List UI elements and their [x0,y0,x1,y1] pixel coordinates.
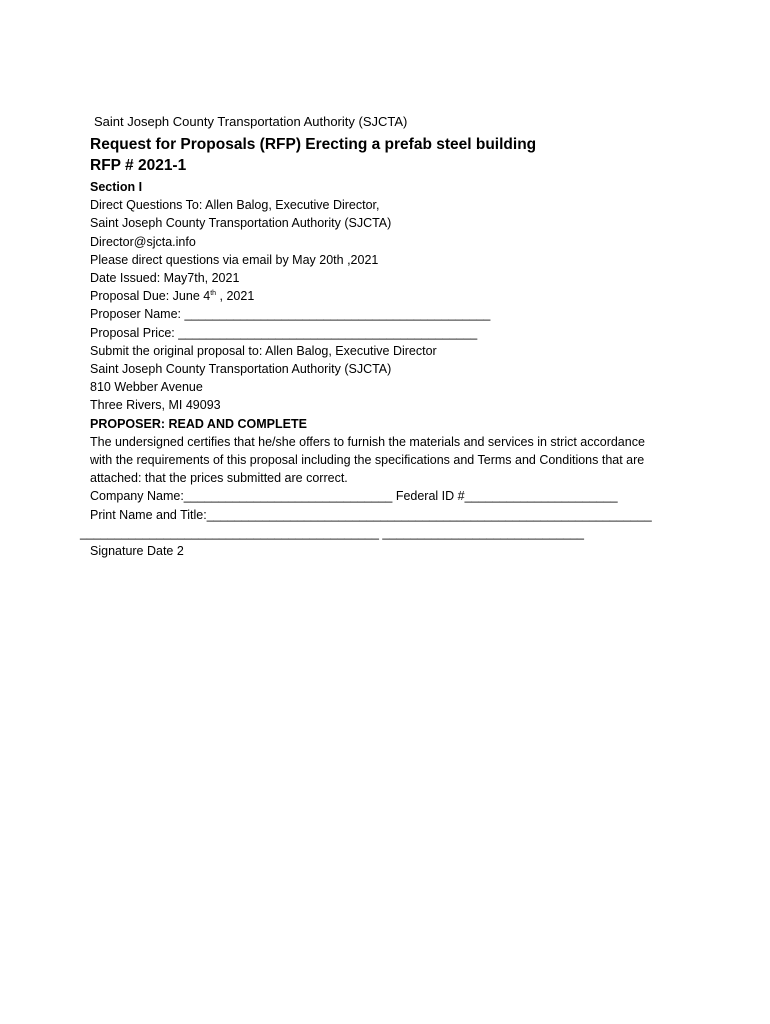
proposal-price-field: Proposal Price: ___________________________________________ [90,325,478,340]
address-street: 810 Webber Avenue [90,380,203,395]
signature-date-lines: ___________________________________________ _____________________________ [80,525,585,540]
contact-email: Director@sjcta.info [90,234,196,249]
proposer-name-field: Proposer Name: ____________________________________________ [90,307,491,322]
proposal-due-prefix: Proposal Due: June 4 [90,289,211,304]
document-body [80,113,690,560]
submit-to-line: Submit the original proposal to: Allen Balog, Executive Director [90,343,437,358]
signature-date-label: Signature Date 2 [90,544,184,559]
questions-deadline: Please direct questions via email by May 20th ,2021 [90,252,379,267]
org-header: Saint Joseph County Transportation Authority (SJCTA) [94,114,408,129]
print-name-title-field: Print Name and Title:________________________________________________________________ [90,507,652,522]
certification-paragraph: The undersigned certifies that he/she offers to furnish the materials and services in strict accordance with the requirements of this proposal including the specifications and Terms and Conditions that are attached: that the prices submitted are correct. [90,434,645,486]
direct-questions-line: Direct Questions To: Allen Balog, Executive Director, [90,198,380,213]
address-city: Three Rivers, MI 49093 [90,398,221,413]
document-title: Request for Proposals (RFP) Erecting a prefab steel building [90,136,537,153]
section-heading: Section I [90,180,143,194]
date-issued: Date Issued: May7th, 2021 [90,271,240,286]
authority-name-line: Saint Joseph County Transportation Authority (SJCTA) [90,216,392,231]
proposal-due [90,287,690,305]
proposer-heading: PROPOSER: READ AND COMPLETE [90,416,307,431]
proposal-due-superscript: th [210,290,217,298]
company-federal-field: Company Name:______________________________ Federal ID #______________________ [90,489,618,504]
authority-name-line: Saint Joseph County Transportation Authority (SJCTA) [90,362,392,377]
rfp-number: RFP # 2021-1 [90,157,187,174]
proposal-due-suffix: , 2021 [216,289,255,304]
